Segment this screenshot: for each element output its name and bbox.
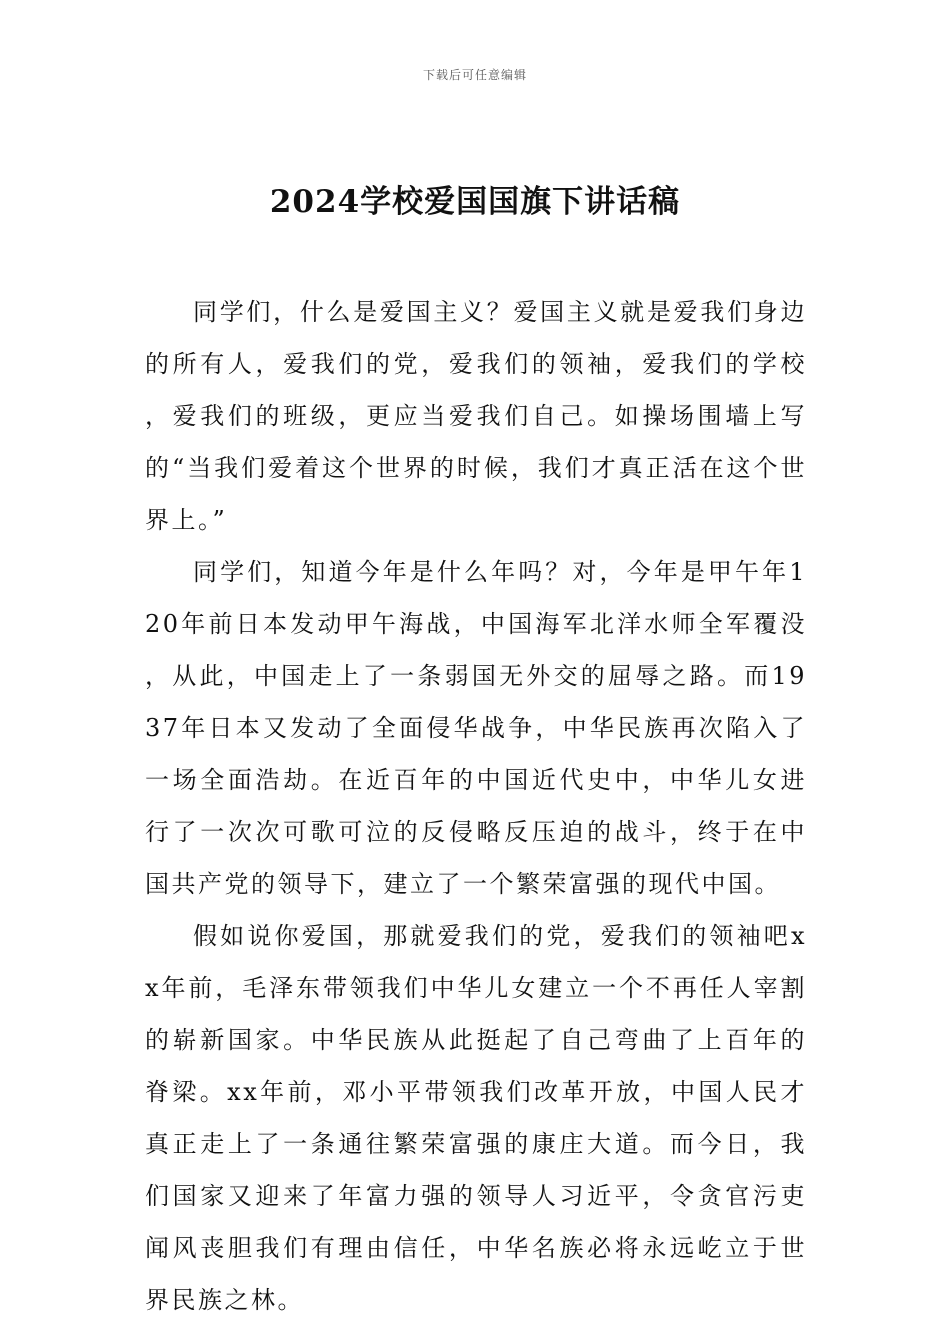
document-body bbox=[145, 286, 807, 1326]
paragraph: 同学们，知道今年是什么年吗？对，今年是甲午年120年前日本发动甲午海战，中国海军北洋水师全军覆没，从此，中国走上了一条弱国无外交的屈辱之路。而1937年日本又发动了全面侵华战争，中华民族再次陷入了一场全面浩劫。在近百年的中国近代史中，中华儿女进行了一次次可歌可泣的反侵略反压迫的战斗，终于在中国共产党的领导下，建立了一个繁荣富强的现代中国。 bbox=[145, 558, 807, 898]
paragraph: 假如说你爱国，那就爱我们的党，爱我们的领袖吧xx年前，毛泽东带领我们中华儿女建立一个不再任人宰割的崭新国家。中华民族从此挺起了自己弯曲了上百年的脊梁。xx年前，邓小平带领我们改革开放，中国人民才真正走上了一条通往繁荣富强的康庄大道。而今日，我们国家又迎来了年富力强的领导人习近平，令贪官污吏闻风丧胆我们有理由信任，中华名族必将永远屹立于世界民族之林。 bbox=[145, 922, 807, 1314]
paragraph: 同学们，什么是爱国主义？爱国主义就是爱我们身边的所有人，爱我们的党，爱我们的领袖，爱我们的学校，爱我们的班级，更应当爱我们自己。如操场围墙上写的“当我们爱着这个世界的时候，我们才真正活在这个世界上。” bbox=[145, 298, 807, 534]
document-title: 2024学校爱国国旗下讲话稿 bbox=[269, 184, 681, 220]
header-note: 下载后可任意编辑 bbox=[422, 68, 527, 82]
